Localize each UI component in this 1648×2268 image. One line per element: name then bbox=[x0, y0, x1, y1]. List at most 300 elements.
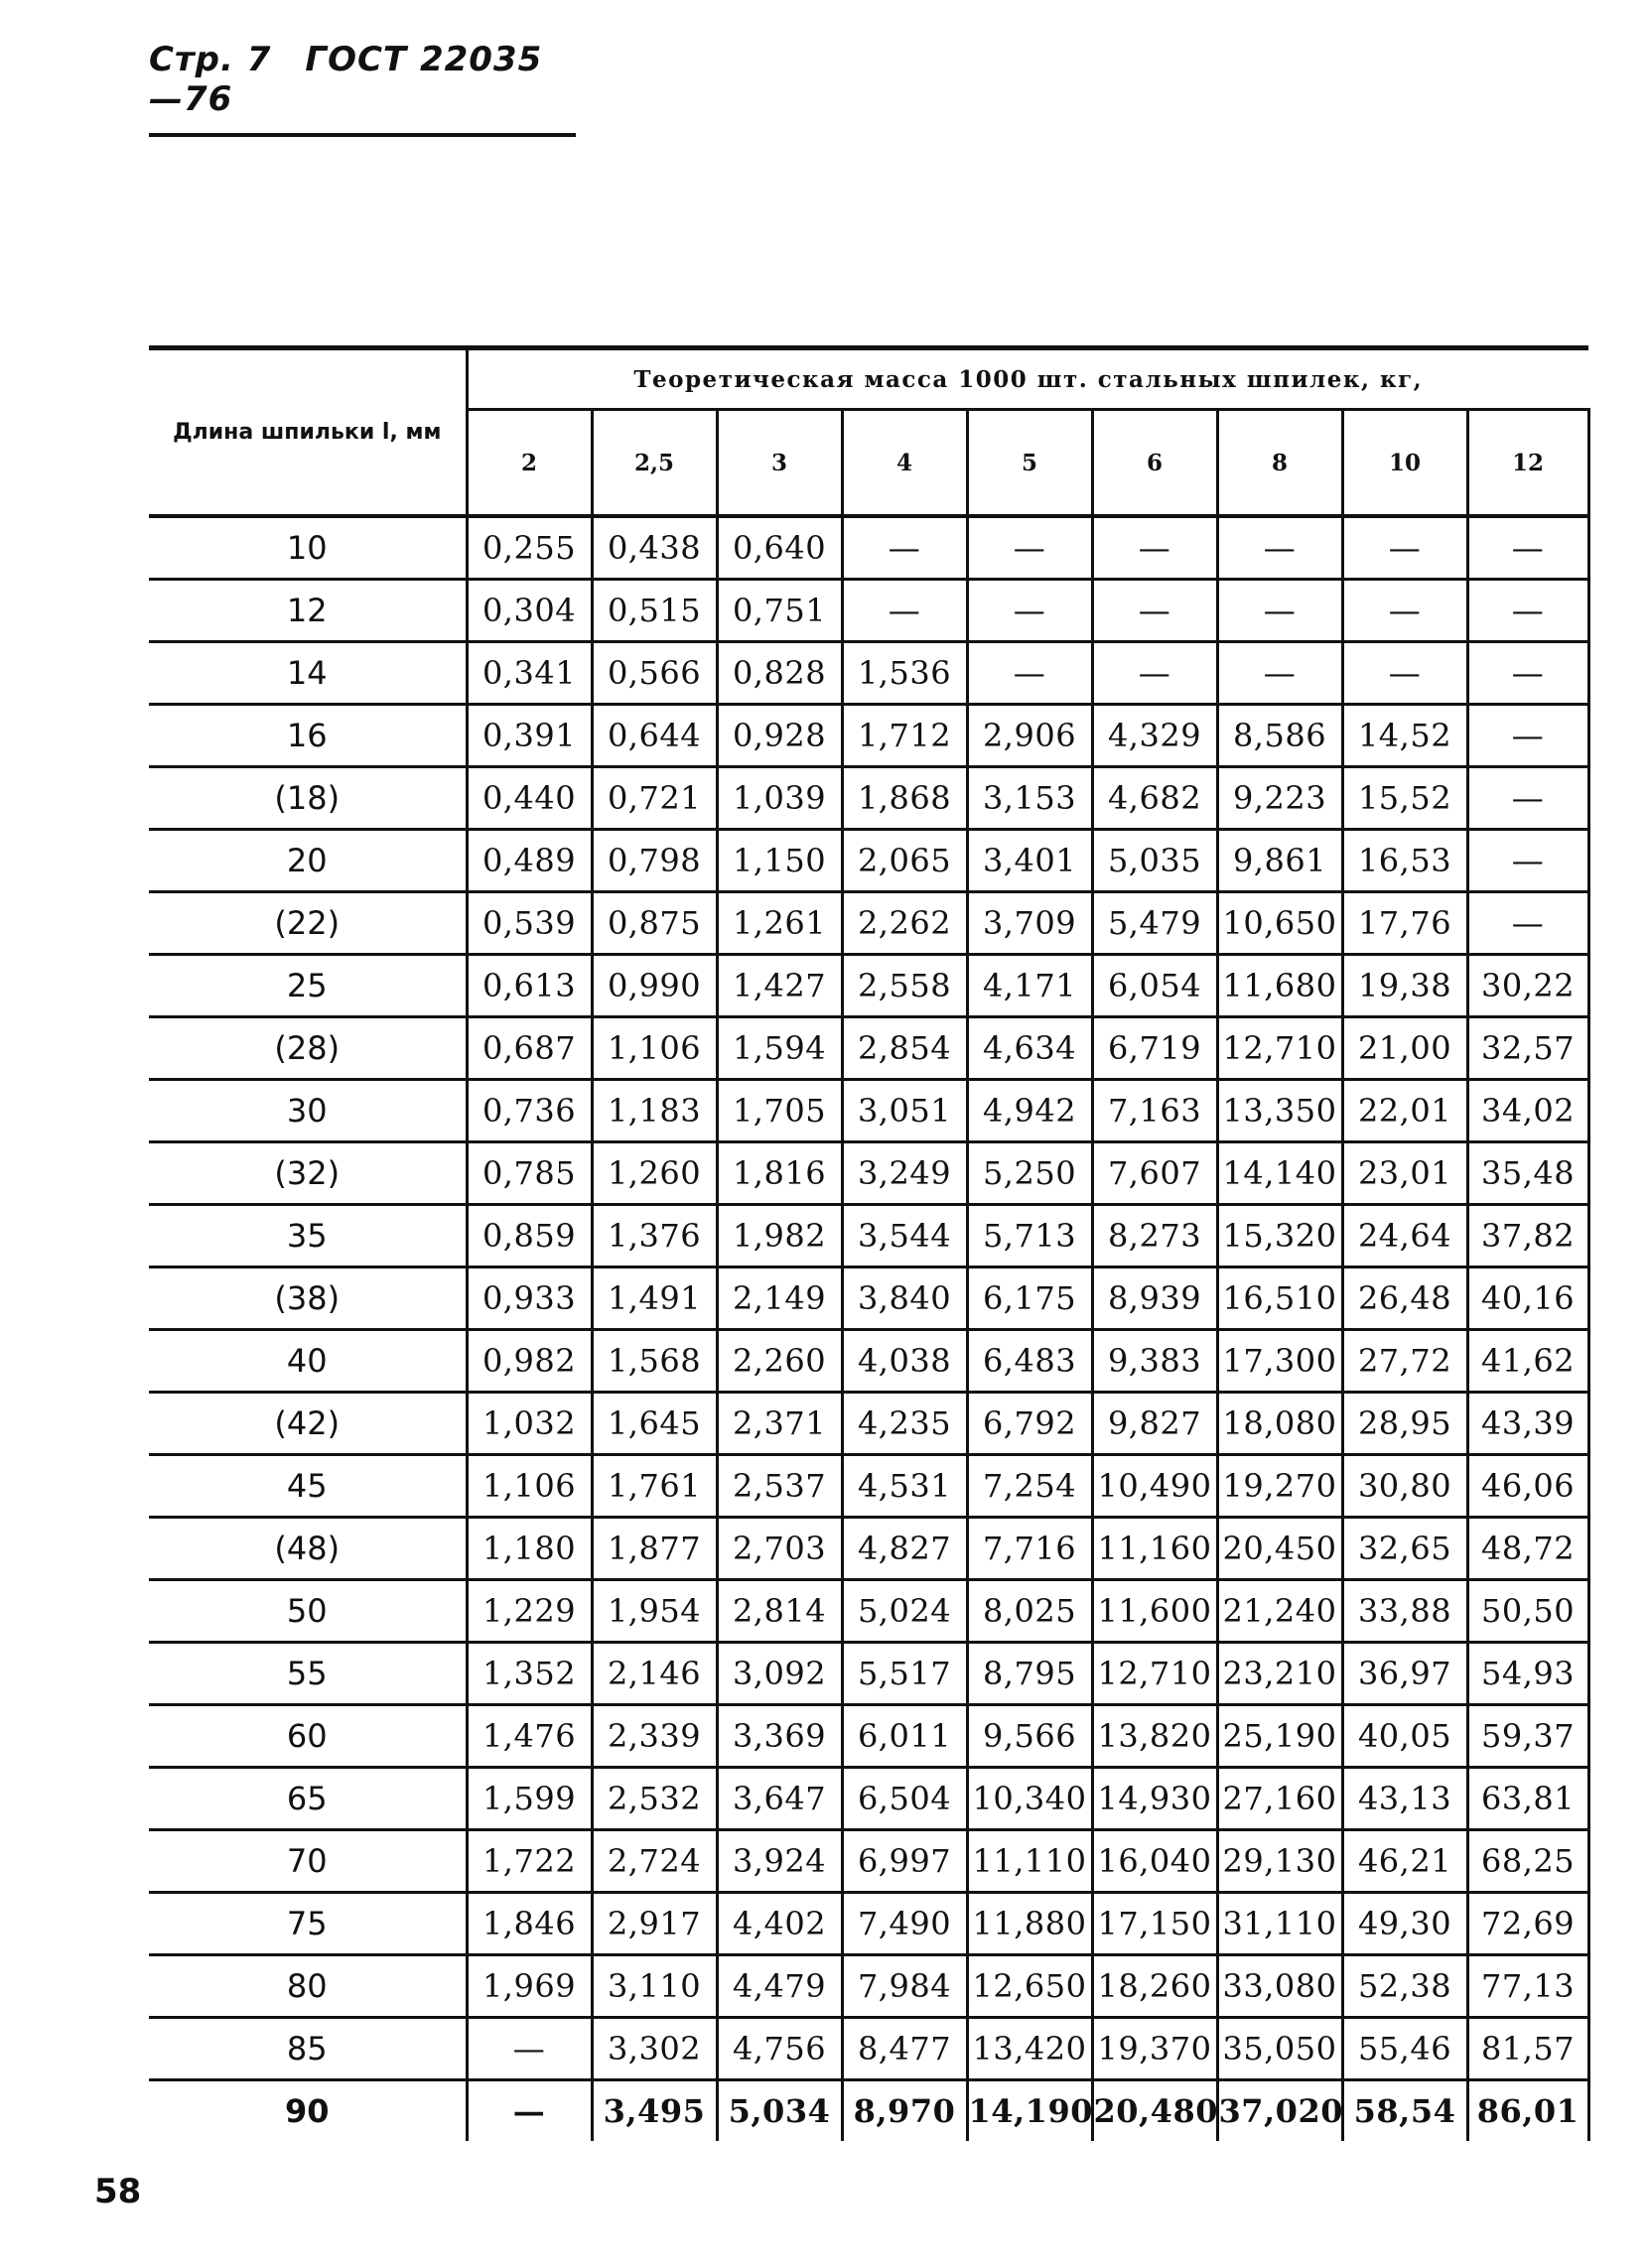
mass-value-cell: — bbox=[1342, 580, 1467, 642]
mass-value-cell: 1,106 bbox=[592, 1017, 717, 1080]
mass-value-cell: 3,153 bbox=[967, 767, 1092, 830]
mass-value-cell: 2,558 bbox=[842, 955, 967, 1017]
mass-value-cell: 1,761 bbox=[592, 1455, 717, 1518]
mass-value-cell: 0,515 bbox=[592, 580, 717, 642]
mass-value-cell: 4,531 bbox=[842, 1455, 967, 1518]
mass-value-cell: 8,273 bbox=[1092, 1205, 1217, 1267]
mass-value-cell: 4,329 bbox=[1092, 705, 1217, 767]
mass-value-cell: 29,130 bbox=[1217, 1830, 1342, 1893]
mass-value-cell: 2,371 bbox=[717, 1393, 842, 1455]
mass-value-cell: 2,537 bbox=[717, 1455, 842, 1518]
mass-value-cell: 4,038 bbox=[842, 1330, 967, 1393]
table-row bbox=[149, 516, 1588, 580]
mass-value-cell: 13,350 bbox=[1217, 1080, 1342, 1142]
mass-value-cell: 16,040 bbox=[1092, 1830, 1217, 1893]
mass-value-cell: — bbox=[467, 2018, 592, 2080]
table-row bbox=[149, 1080, 1588, 1142]
mass-value-cell: 15,320 bbox=[1217, 1205, 1342, 1267]
mass-value-cell: 26,48 bbox=[1342, 1267, 1467, 1330]
mass-value-cell: 6,792 bbox=[967, 1393, 1092, 1455]
mass-value-cell: 8,025 bbox=[967, 1580, 1092, 1643]
mass-value-cell: 27,72 bbox=[1342, 1330, 1467, 1393]
mass-value-cell: 72,69 bbox=[1467, 1893, 1588, 1955]
table-row bbox=[149, 1455, 1588, 1518]
mass-value-cell: 16,53 bbox=[1342, 830, 1467, 892]
mass-value-cell: 0,644 bbox=[592, 705, 717, 767]
mass-value-cell: 6,054 bbox=[1092, 955, 1217, 1017]
mass-value-cell: 12,650 bbox=[967, 1955, 1092, 2018]
mass-value-cell: 14,930 bbox=[1092, 1768, 1217, 1830]
mass-value-cell: 35,050 bbox=[1217, 2018, 1342, 2080]
mass-value-cell: — bbox=[1467, 580, 1588, 642]
mass-value-cell: 0,640 bbox=[717, 516, 842, 580]
table-row bbox=[149, 705, 1588, 767]
table-row bbox=[149, 1893, 1588, 1955]
mass-value-cell: 14,52 bbox=[1342, 705, 1467, 767]
mass-value-cell: 2,262 bbox=[842, 892, 967, 955]
length-cell: 75 bbox=[149, 1893, 467, 1955]
mass-value-cell: 2,339 bbox=[592, 1705, 717, 1768]
table-row bbox=[149, 830, 1588, 892]
length-cell: 85 bbox=[149, 2018, 467, 2080]
table-row bbox=[149, 1518, 1588, 1580]
length-cell: 16 bbox=[149, 705, 467, 767]
mass-value-cell: — bbox=[1342, 516, 1467, 580]
mass-value-cell: 0,613 bbox=[467, 955, 592, 1017]
mass-value-cell: 6,483 bbox=[967, 1330, 1092, 1393]
length-cell: (48) bbox=[149, 1518, 467, 1580]
length-cell: 45 bbox=[149, 1455, 467, 1518]
mass-value-cell: 4,942 bbox=[967, 1080, 1092, 1142]
mass-value-cell: 40,05 bbox=[1342, 1705, 1467, 1768]
table-row bbox=[149, 1768, 1588, 1830]
mass-value-cell: 0,566 bbox=[592, 642, 717, 705]
mass-value-cell: — bbox=[1217, 516, 1342, 580]
mass-value-cell: — bbox=[1217, 642, 1342, 705]
mass-value-cell: 3,401 bbox=[967, 830, 1092, 892]
mass-value-cell: 0,687 bbox=[467, 1017, 592, 1080]
mass-value-cell: 17,76 bbox=[1342, 892, 1467, 955]
mass-value-cell: 1,032 bbox=[467, 1393, 592, 1455]
mass-value-cell: 5,024 bbox=[842, 1580, 967, 1643]
mass-value-cell: 2,532 bbox=[592, 1768, 717, 1830]
mass-value-cell: 0,982 bbox=[467, 1330, 592, 1393]
diameter-header: 5 bbox=[967, 410, 1092, 517]
table-row bbox=[149, 1205, 1588, 1267]
mass-value-cell: 0,933 bbox=[467, 1267, 592, 1330]
mass-value-cell: 7,163 bbox=[1092, 1080, 1217, 1142]
mass-value-cell: 30,80 bbox=[1342, 1455, 1467, 1518]
mass-value-cell: 1,705 bbox=[717, 1080, 842, 1142]
mass-value-cell: 7,490 bbox=[842, 1893, 967, 1955]
mass-group-header: Теоретическая масса 1000 шт. стальных шпилек, кг, bbox=[467, 348, 1588, 410]
mass-value-cell: 2,917 bbox=[592, 1893, 717, 1955]
diameter-header: 8 bbox=[1217, 410, 1342, 517]
length-cell: (38) bbox=[149, 1267, 467, 1330]
mass-value-cell: 3,051 bbox=[842, 1080, 967, 1142]
mass-value-cell: 23,01 bbox=[1342, 1142, 1467, 1205]
mass-value-cell: 11,160 bbox=[1092, 1518, 1217, 1580]
mass-value-cell: 5,034 bbox=[717, 2080, 842, 2142]
page-header bbox=[149, 40, 576, 137]
mass-value-cell: 27,160 bbox=[1217, 1768, 1342, 1830]
length-cell: 60 bbox=[149, 1705, 467, 1768]
mass-value-cell: 6,997 bbox=[842, 1830, 967, 1893]
mass-value-cell: 1,180 bbox=[467, 1518, 592, 1580]
mass-value-cell: 22,01 bbox=[1342, 1080, 1467, 1142]
mass-value-cell: 11,600 bbox=[1092, 1580, 1217, 1643]
mass-value-cell: 3,092 bbox=[717, 1643, 842, 1705]
mass-value-cell: 46,06 bbox=[1467, 1455, 1588, 1518]
mass-value-cell: 1,376 bbox=[592, 1205, 717, 1267]
mass-value-cell: 0,785 bbox=[467, 1142, 592, 1205]
mass-value-cell: 1,183 bbox=[592, 1080, 717, 1142]
mass-value-cell: 46,21 bbox=[1342, 1830, 1467, 1893]
mass-value-cell: 2,854 bbox=[842, 1017, 967, 1080]
length-cell: 80 bbox=[149, 1955, 467, 2018]
mass-value-cell: 1,260 bbox=[592, 1142, 717, 1205]
mass-value-cell: 10,340 bbox=[967, 1768, 1092, 1830]
mass-value-cell: 1,868 bbox=[842, 767, 967, 830]
table-row bbox=[149, 1580, 1588, 1643]
mass-value-cell: — bbox=[1467, 642, 1588, 705]
table-row bbox=[149, 642, 1588, 705]
mass-value-cell: 11,110 bbox=[967, 1830, 1092, 1893]
mass-value-cell: 40,16 bbox=[1467, 1267, 1588, 1330]
mass-value-cell: — bbox=[842, 516, 967, 580]
mass-value-cell: 5,479 bbox=[1092, 892, 1217, 955]
mass-value-cell: 11,680 bbox=[1217, 955, 1342, 1017]
mass-value-cell: 33,080 bbox=[1217, 1955, 1342, 2018]
diameter-header: 12 bbox=[1467, 410, 1588, 517]
mass-value-cell: 1,039 bbox=[717, 767, 842, 830]
mass-value-cell: 7,716 bbox=[967, 1518, 1092, 1580]
mass-value-cell: — bbox=[1467, 767, 1588, 830]
mass-value-cell: 0,391 bbox=[467, 705, 592, 767]
mass-value-cell: 1,954 bbox=[592, 1580, 717, 1643]
mass-value-cell: 4,479 bbox=[717, 1955, 842, 2018]
mass-value-cell: 11,880 bbox=[967, 1893, 1092, 1955]
mass-value-cell: 21,00 bbox=[1342, 1017, 1467, 1080]
mass-value-cell: 34,02 bbox=[1467, 1080, 1588, 1142]
mass-value-cell: 81,57 bbox=[1467, 2018, 1588, 2080]
mass-value-cell: 12,710 bbox=[1092, 1643, 1217, 1705]
table-header-row bbox=[149, 348, 1588, 410]
mass-value-cell: 4,402 bbox=[717, 1893, 842, 1955]
mass-value-cell: 1,476 bbox=[467, 1705, 592, 1768]
mass-value-cell: 2,146 bbox=[592, 1643, 717, 1705]
mass-value-cell: 1,594 bbox=[717, 1017, 842, 1080]
mass-value-cell: 5,250 bbox=[967, 1142, 1092, 1205]
mass-value-cell: 9,827 bbox=[1092, 1393, 1217, 1455]
mass-value-cell: 8,586 bbox=[1217, 705, 1342, 767]
mass-value-cell: 0,798 bbox=[592, 830, 717, 892]
mass-value-cell: 43,39 bbox=[1467, 1393, 1588, 1455]
mass-value-cell: 8,970 bbox=[842, 2080, 967, 2142]
mass-value-cell: — bbox=[967, 642, 1092, 705]
mass-value-cell: — bbox=[467, 2080, 592, 2142]
length-cell: 20 bbox=[149, 830, 467, 892]
mass-value-cell: 2,814 bbox=[717, 1580, 842, 1643]
mass-value-cell: 0,489 bbox=[467, 830, 592, 892]
mass-value-cell: 1,712 bbox=[842, 705, 967, 767]
mass-value-cell: 1,816 bbox=[717, 1142, 842, 1205]
mass-value-cell: 58,54 bbox=[1342, 2080, 1467, 2142]
mass-value-cell: 9,383 bbox=[1092, 1330, 1217, 1393]
mass-value-cell: 2,906 bbox=[967, 705, 1092, 767]
table-row bbox=[149, 580, 1588, 642]
mass-value-cell: 3,249 bbox=[842, 1142, 967, 1205]
mass-value-cell: 2,703 bbox=[717, 1518, 842, 1580]
mass-value-cell: 3,495 bbox=[592, 2080, 717, 2142]
mass-value-cell: 33,88 bbox=[1342, 1580, 1467, 1643]
mass-value-cell: 10,650 bbox=[1217, 892, 1342, 955]
mass-value-cell: 20,450 bbox=[1217, 1518, 1342, 1580]
mass-value-cell: 0,990 bbox=[592, 955, 717, 1017]
mass-value-cell: 1,106 bbox=[467, 1455, 592, 1518]
standard-code: ГОСТ 22035—76 bbox=[149, 40, 543, 119]
table-row bbox=[149, 1705, 1588, 1768]
mass-value-cell: 7,984 bbox=[842, 1955, 967, 2018]
mass-value-cell: 30,22 bbox=[1467, 955, 1588, 1017]
diameter-header: 6 bbox=[1092, 410, 1217, 517]
length-cell: 55 bbox=[149, 1643, 467, 1705]
mass-value-cell: 3,544 bbox=[842, 1205, 967, 1267]
mass-value-cell: 7,254 bbox=[967, 1455, 1092, 1518]
page-label: Стр. 7 bbox=[149, 40, 272, 79]
mass-value-cell: 1,722 bbox=[467, 1830, 592, 1893]
mass-value-cell: 55,46 bbox=[1342, 2018, 1467, 2080]
mass-value-cell: 14,140 bbox=[1217, 1142, 1342, 1205]
stud-mass-table bbox=[149, 345, 1590, 2141]
page-number: 58 bbox=[94, 2172, 142, 2211]
mass-value-cell: 1,969 bbox=[467, 1955, 592, 2018]
mass-value-cell: 3,840 bbox=[842, 1267, 967, 1330]
mass-value-cell: 9,566 bbox=[967, 1705, 1092, 1768]
mass-value-cell: 63,81 bbox=[1467, 1768, 1588, 1830]
mass-value-cell: 52,38 bbox=[1342, 1955, 1467, 2018]
mass-value-cell: 12,710 bbox=[1217, 1017, 1342, 1080]
mass-value-cell: 23,210 bbox=[1217, 1643, 1342, 1705]
mass-value-cell: 0,859 bbox=[467, 1205, 592, 1267]
mass-value-cell: 1,261 bbox=[717, 892, 842, 955]
mass-value-cell: 4,827 bbox=[842, 1518, 967, 1580]
mass-value-cell: 5,035 bbox=[1092, 830, 1217, 892]
mass-value-cell: 0,721 bbox=[592, 767, 717, 830]
mass-value-cell: 59,37 bbox=[1467, 1705, 1588, 1768]
mass-value-cell: 0,438 bbox=[592, 516, 717, 580]
length-cell: (42) bbox=[149, 1393, 467, 1455]
mass-value-cell: 37,82 bbox=[1467, 1205, 1588, 1267]
mass-value-cell: 6,011 bbox=[842, 1705, 967, 1768]
mass-value-cell: 1,427 bbox=[717, 955, 842, 1017]
mass-value-cell: 54,93 bbox=[1467, 1643, 1588, 1705]
mass-value-cell: 49,30 bbox=[1342, 1893, 1467, 1955]
table-row bbox=[149, 955, 1588, 1017]
length-cell: 25 bbox=[149, 955, 467, 1017]
mass-value-cell: 0,341 bbox=[467, 642, 592, 705]
length-cell: 50 bbox=[149, 1580, 467, 1643]
mass-value-cell: — bbox=[1092, 642, 1217, 705]
table-row bbox=[149, 1142, 1588, 1205]
mass-value-cell: 0,875 bbox=[592, 892, 717, 955]
mass-value-cell: 86,01 bbox=[1467, 2080, 1588, 2142]
mass-value-cell: 19,270 bbox=[1217, 1455, 1342, 1518]
mass-value-cell: 1,645 bbox=[592, 1393, 717, 1455]
mass-value-cell: 8,795 bbox=[967, 1643, 1092, 1705]
mass-value-cell: 0,751 bbox=[717, 580, 842, 642]
mass-value-cell: 7,607 bbox=[1092, 1142, 1217, 1205]
diameter-header: 2,5 bbox=[592, 410, 717, 517]
mass-value-cell: 0,928 bbox=[717, 705, 842, 767]
mass-value-cell: — bbox=[967, 516, 1092, 580]
mass-value-cell: 13,420 bbox=[967, 2018, 1092, 2080]
mass-value-cell: 35,48 bbox=[1467, 1142, 1588, 1205]
mass-value-cell: 0,255 bbox=[467, 516, 592, 580]
table-row bbox=[149, 1267, 1588, 1330]
mass-value-cell: 4,682 bbox=[1092, 767, 1217, 830]
mass-value-cell: 1,491 bbox=[592, 1267, 717, 1330]
mass-value-cell: 3,110 bbox=[592, 1955, 717, 2018]
length-cell: 14 bbox=[149, 642, 467, 705]
mass-value-cell: 3,369 bbox=[717, 1705, 842, 1768]
mass-value-cell: 68,25 bbox=[1467, 1830, 1588, 1893]
length-cell: (32) bbox=[149, 1142, 467, 1205]
mass-value-cell: 1,599 bbox=[467, 1768, 592, 1830]
mass-value-cell: 17,300 bbox=[1217, 1330, 1342, 1393]
table-row bbox=[149, 2080, 1588, 2142]
mass-value-cell: 6,719 bbox=[1092, 1017, 1217, 1080]
mass-value-cell: 31,110 bbox=[1217, 1893, 1342, 1955]
mass-value-cell: 24,64 bbox=[1342, 1205, 1467, 1267]
length-cell: 10 bbox=[149, 516, 467, 580]
table-row bbox=[149, 1330, 1588, 1393]
mass-value-cell: 19,38 bbox=[1342, 955, 1467, 1017]
table-row bbox=[149, 1830, 1588, 1893]
length-cell: (28) bbox=[149, 1017, 467, 1080]
mass-value-cell: — bbox=[1217, 580, 1342, 642]
mass-value-cell: 16,510 bbox=[1217, 1267, 1342, 1330]
length-cell: 12 bbox=[149, 580, 467, 642]
length-cell: 65 bbox=[149, 1768, 467, 1830]
length-cell: (18) bbox=[149, 767, 467, 830]
length-cell: 30 bbox=[149, 1080, 467, 1142]
mass-value-cell: 25,190 bbox=[1217, 1705, 1342, 1768]
table-row bbox=[149, 1955, 1588, 2018]
mass-value-cell: 32,65 bbox=[1342, 1518, 1467, 1580]
mass-value-cell: 0,736 bbox=[467, 1080, 592, 1142]
mass-value-cell: 17,150 bbox=[1092, 1893, 1217, 1955]
mass-value-cell: 0,539 bbox=[467, 892, 592, 955]
mass-value-cell: 0,828 bbox=[717, 642, 842, 705]
mass-value-cell: 21,240 bbox=[1217, 1580, 1342, 1643]
mass-value-cell: 5,517 bbox=[842, 1643, 967, 1705]
mass-value-cell: 43,13 bbox=[1342, 1768, 1467, 1830]
mass-value-cell: 36,97 bbox=[1342, 1643, 1467, 1705]
mass-value-cell: — bbox=[1467, 830, 1588, 892]
mass-value-cell: 2,065 bbox=[842, 830, 967, 892]
mass-value-cell: 15,52 bbox=[1342, 767, 1467, 830]
mass-value-cell: 4,235 bbox=[842, 1393, 967, 1455]
length-cell: 90 bbox=[284, 2092, 330, 2130]
length-cell: (22) bbox=[149, 892, 467, 955]
mass-value-cell: 1,846 bbox=[467, 1893, 592, 1955]
mass-value-cell: 10,490 bbox=[1092, 1455, 1217, 1518]
mass-value-cell: 8,939 bbox=[1092, 1267, 1217, 1330]
mass-value-cell: — bbox=[1342, 642, 1467, 705]
mass-value-cell: 1,877 bbox=[592, 1518, 717, 1580]
mass-value-cell: 4,634 bbox=[967, 1017, 1092, 1080]
length-cell: 70 bbox=[149, 1830, 467, 1893]
mass-value-cell: 6,504 bbox=[842, 1768, 967, 1830]
mass-value-cell: 6,175 bbox=[967, 1267, 1092, 1330]
table-row bbox=[149, 2018, 1588, 2080]
mass-value-cell: 50,50 bbox=[1467, 1580, 1588, 1643]
mass-value-cell: 1,229 bbox=[467, 1580, 592, 1643]
diameter-header: 3 bbox=[717, 410, 842, 517]
mass-value-cell: 8,477 bbox=[842, 2018, 967, 2080]
mass-value-cell: 32,57 bbox=[1467, 1017, 1588, 1080]
mass-value-cell: — bbox=[1467, 705, 1588, 767]
mass-value-cell: 37,020 bbox=[1217, 2080, 1342, 2142]
mass-value-cell: 77,13 bbox=[1467, 1955, 1588, 2018]
mass-value-cell: 1,352 bbox=[467, 1643, 592, 1705]
mass-value-cell: 3,924 bbox=[717, 1830, 842, 1893]
length-cell: 35 bbox=[149, 1205, 467, 1267]
mass-value-cell: 18,080 bbox=[1217, 1393, 1342, 1455]
mass-value-cell: 20,480 bbox=[1092, 2080, 1217, 2142]
length-column-header: Длина шпильки l, мм bbox=[149, 348, 467, 517]
mass-value-cell: 4,171 bbox=[967, 955, 1092, 1017]
mass-value-cell: 2,149 bbox=[717, 1267, 842, 1330]
table-row bbox=[149, 892, 1588, 955]
mass-value-cell: 9,861 bbox=[1217, 830, 1342, 892]
mass-value-cell: 0,440 bbox=[467, 767, 592, 830]
mass-value-cell: 13,820 bbox=[1092, 1705, 1217, 1768]
table-row bbox=[149, 1017, 1588, 1080]
mass-value-cell: — bbox=[1092, 580, 1217, 642]
diameter-header: 4 bbox=[842, 410, 967, 517]
diameter-header: 2 bbox=[467, 410, 592, 517]
diameter-header: 10 bbox=[1342, 410, 1467, 517]
mass-value-cell: 28,95 bbox=[1342, 1393, 1467, 1455]
mass-value-cell: 0,304 bbox=[467, 580, 592, 642]
mass-value-cell: 1,150 bbox=[717, 830, 842, 892]
mass-value-cell: 4,756 bbox=[717, 2018, 842, 2080]
mass-value-cell: — bbox=[1467, 516, 1588, 580]
mass-value-cell: 1,536 bbox=[842, 642, 967, 705]
mass-value-cell: 18,260 bbox=[1092, 1955, 1217, 2018]
mass-value-cell: 1,982 bbox=[717, 1205, 842, 1267]
length-cell: 40 bbox=[149, 1330, 467, 1393]
mass-value-cell: 9,223 bbox=[1217, 767, 1342, 830]
mass-value-cell: 3,302 bbox=[592, 2018, 717, 2080]
mass-value-cell: 3,647 bbox=[717, 1768, 842, 1830]
mass-value-cell: 5,713 bbox=[967, 1205, 1092, 1267]
mass-value-cell: — bbox=[1092, 516, 1217, 580]
mass-value-cell: 1,568 bbox=[592, 1330, 717, 1393]
mass-value-cell: 2,724 bbox=[592, 1830, 717, 1893]
mass-value-cell: 41,62 bbox=[1467, 1330, 1588, 1393]
table-row bbox=[149, 767, 1588, 830]
mass-value-cell: — bbox=[1467, 892, 1588, 955]
mass-value-cell: — bbox=[842, 580, 967, 642]
mass-value-cell: 19,370 bbox=[1092, 2018, 1217, 2080]
table-body bbox=[149, 516, 1588, 2141]
mass-value-cell: 14,190 bbox=[967, 2080, 1092, 2142]
mass-value-cell: — bbox=[967, 580, 1092, 642]
mass-value-cell: 3,709 bbox=[967, 892, 1092, 955]
